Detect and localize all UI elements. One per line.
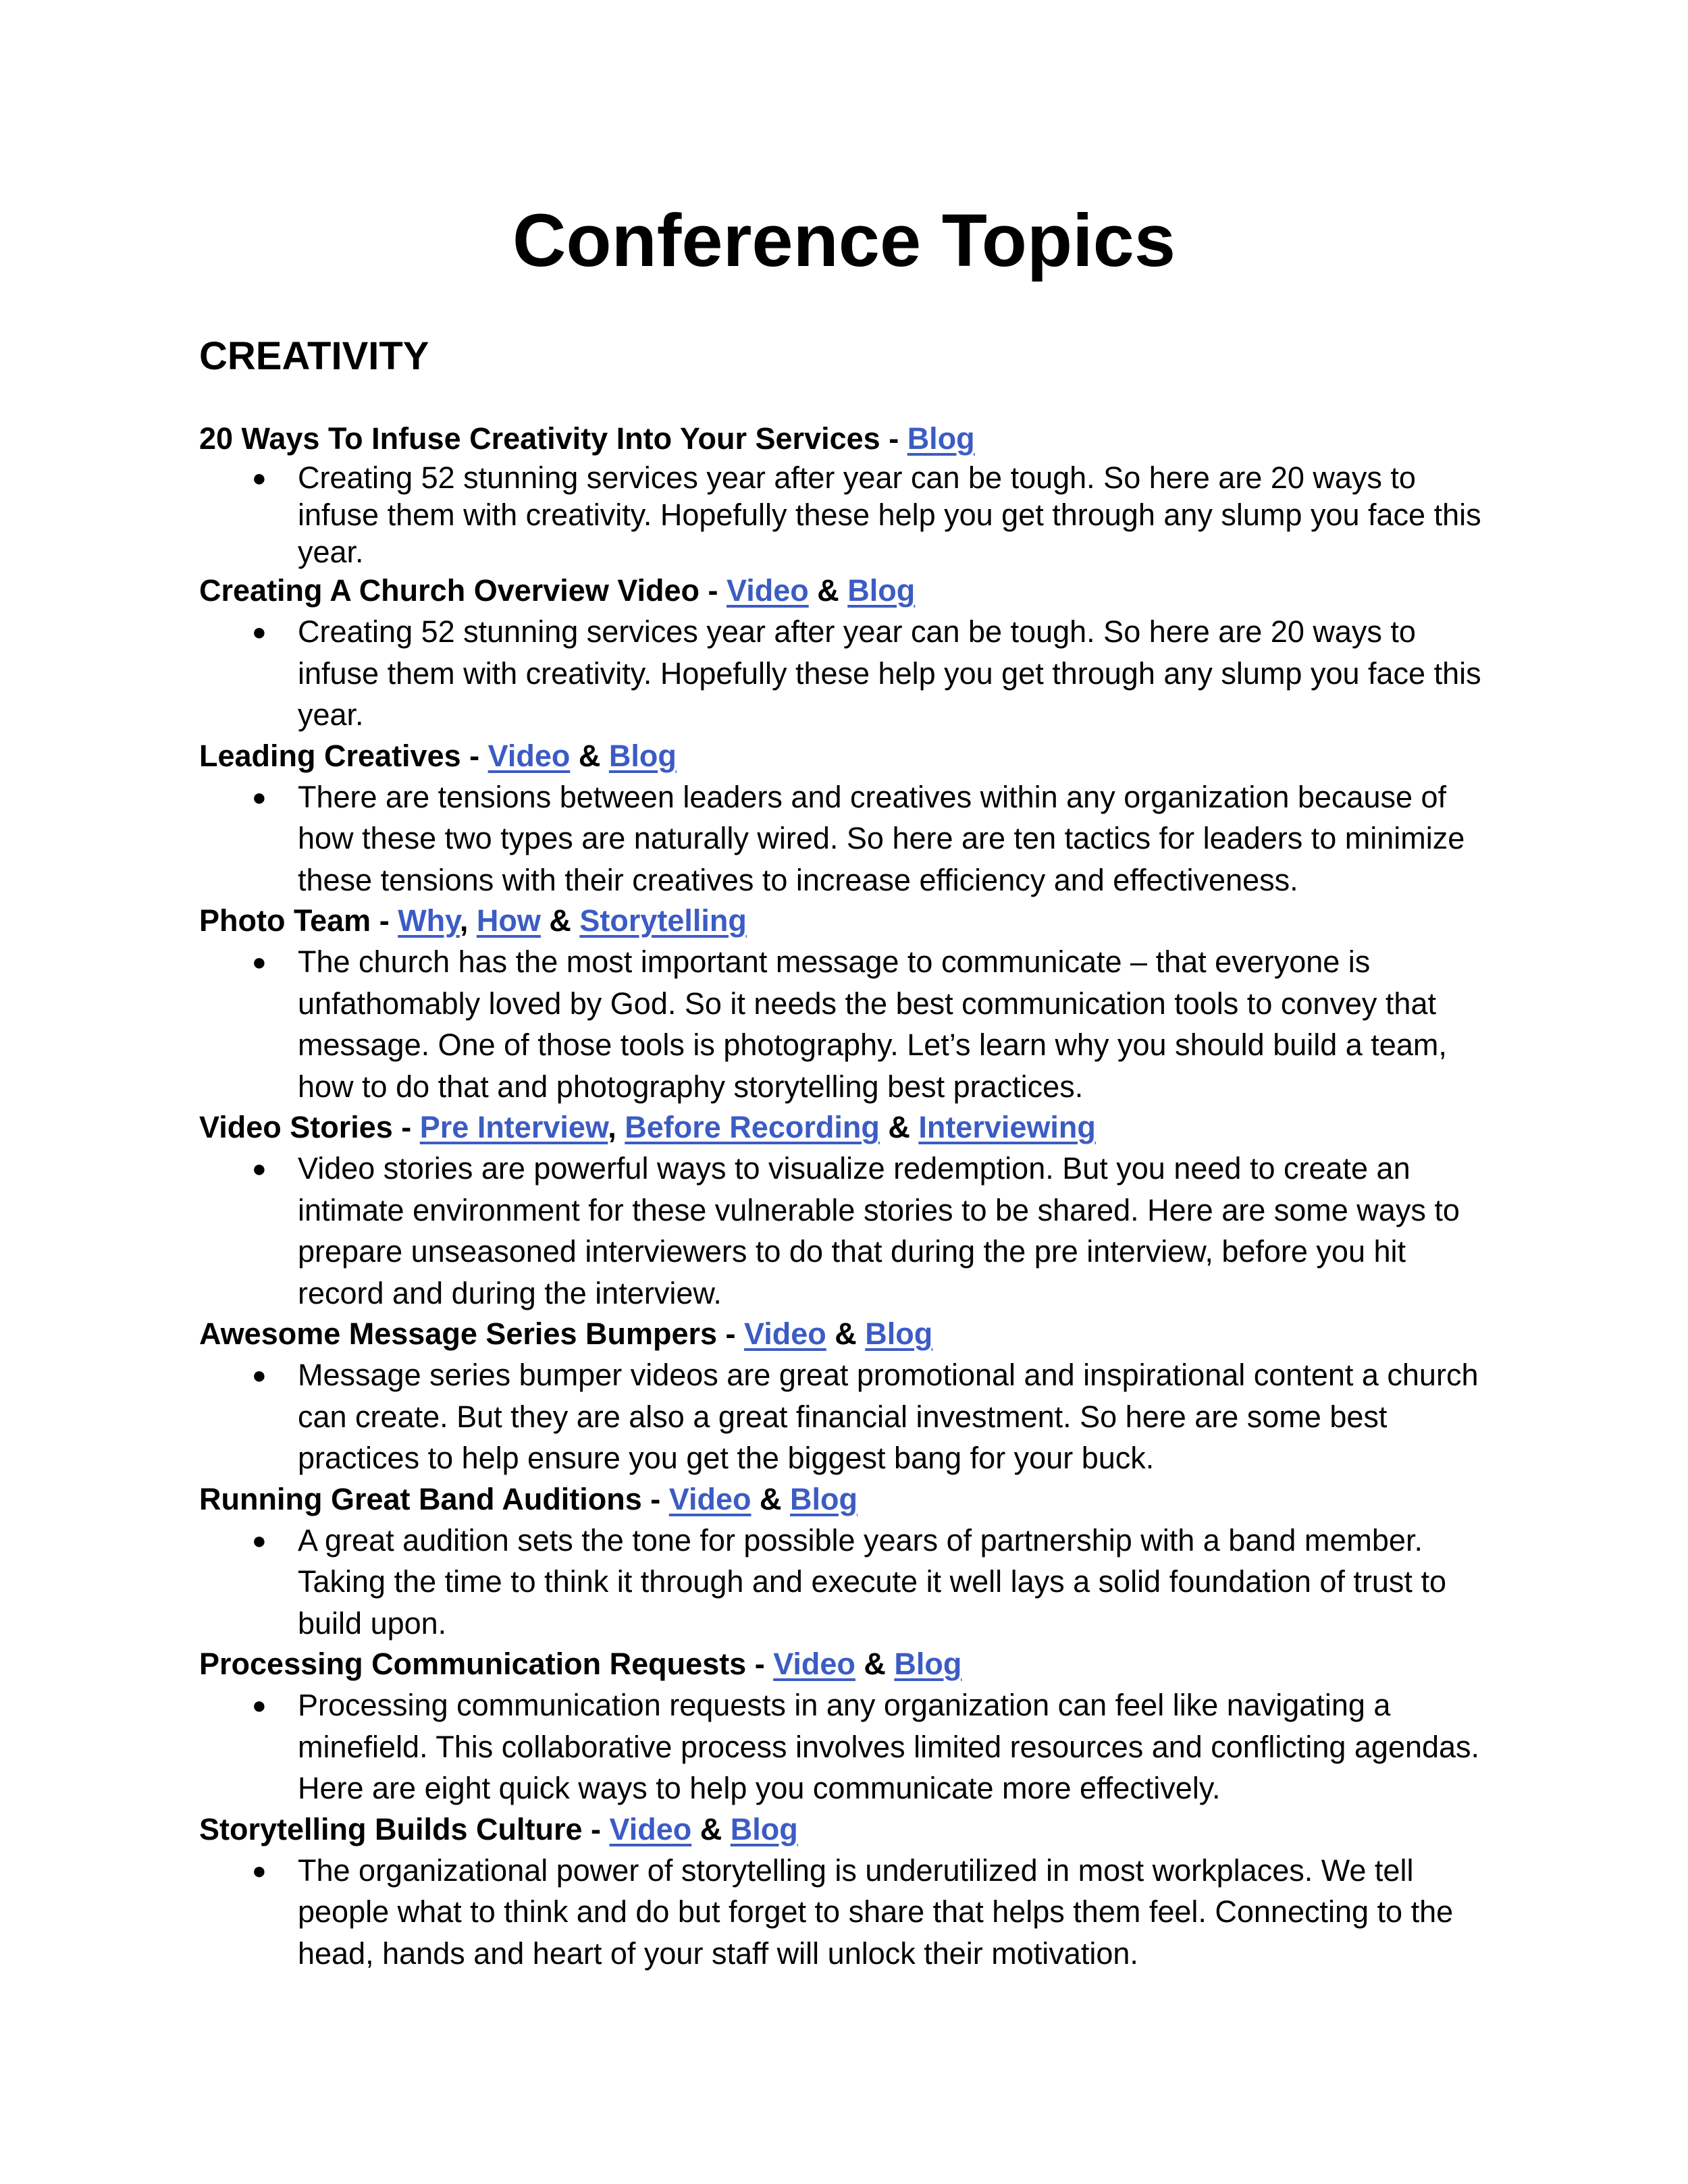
topic-description-text: Creating 52 stunning services year after year can be tough. So here are 20 ways to infuse them with creativity. Hopefully these help you get through any slump you face this year. <box>298 614 1481 732</box>
topic-link-blog[interactable]: Blog <box>907 421 975 456</box>
topic-list <box>199 419 1496 1974</box>
topic-block <box>199 1314 1496 1479</box>
topic-link-how[interactable]: How <box>476 903 541 938</box>
bullet-icon: ● <box>252 618 267 645</box>
topic-link-video[interactable]: Video <box>668 1481 751 1516</box>
topic-heading: Running Great Band Auditions - Video & Blog <box>199 1481 858 1516</box>
topic-title: Creating A Church Overview Video <box>199 573 700 608</box>
bullet-icon: ● <box>252 1691 267 1719</box>
topic-block <box>199 419 1496 570</box>
topic-title: Leading Creatives <box>199 738 461 773</box>
topic-block <box>199 1107 1496 1314</box>
section-heading: CREATIVITY <box>199 334 429 378</box>
topic-description-list <box>199 459 1496 570</box>
topic-description-list <box>199 1354 1496 1479</box>
bullet-icon: ● <box>252 464 267 491</box>
topic-title: Awesome Message Series Bumpers <box>199 1316 718 1351</box>
topic-description-list <box>199 1520 1496 1645</box>
topic-block <box>199 901 1496 1107</box>
bullet-icon: ● <box>252 1154 267 1182</box>
topic-title: Processing Communication Requests <box>199 1647 747 1681</box>
topic-link-video[interactable]: Video <box>609 1811 692 1846</box>
topic-description <box>199 1850 1496 1975</box>
topic-description <box>199 1684 1496 1809</box>
topic-title: Storytelling Builds Culture <box>199 1811 583 1846</box>
topic-title: Running Great Band Auditions <box>199 1481 642 1516</box>
topic-link-video[interactable]: Video <box>487 738 571 773</box>
topic-link-pre-interview[interactable]: Pre Interview <box>419 1110 608 1144</box>
topic-link-storytelling[interactable]: Storytelling <box>579 903 747 938</box>
topic-description-text: Message series bumper videos are great promotional and inspirational content a church can create. But they are also a great financial investment. So here are some best practices to help ensure you get the biggest bang for your buck. <box>298 1358 1479 1475</box>
topic-description <box>199 1520 1496 1645</box>
bullet-icon: ● <box>252 1361 267 1389</box>
topic-description-text: There are tensions between leaders and creatives within any organization because of how these two types are naturally wired. So here are ten tactics for leaders to minimize these tensions with their creatives to increase efficiency and effectiveness. <box>298 779 1465 897</box>
topic-link-video[interactable]: Video <box>744 1316 826 1351</box>
bullet-icon: ● <box>252 782 267 811</box>
topic-block <box>199 1644 1496 1809</box>
topic-heading: Creating A Church Overview Video - Video & Blog <box>199 573 916 608</box>
topic-description-list <box>199 611 1496 736</box>
topic-description-text: Processing communication requests in any organization can feel like navigating a minefield. This collaborative process involves limited resources and conflicting agendas. Here are eight quick ways to help you communicate more effectively. <box>298 1688 1480 1805</box>
topic-description-list <box>199 1850 1496 1975</box>
topic-link-blog[interactable]: Blog <box>847 573 916 608</box>
topic-description-list <box>199 776 1496 901</box>
topic-link-blog[interactable]: Blog <box>608 738 677 773</box>
topic-description <box>199 1354 1496 1479</box>
topic-link-blog[interactable]: Blog <box>865 1316 933 1351</box>
bullet-icon: ● <box>252 1526 267 1554</box>
topic-link-blog[interactable]: Blog <box>730 1811 798 1846</box>
topic-link-before-recording[interactable]: Before Recording <box>625 1110 880 1144</box>
topic-description-text: A great audition sets the tone for possible years of partnership with a band member. Taking the time to think it through and execute it well lays a solid foundation of trust to build upon. <box>298 1522 1446 1641</box>
topic-heading: Video Stories - Pre Interview, Before Recording & Interviewing <box>199 1110 1096 1144</box>
topic-block <box>199 736 1496 901</box>
topic-link-interviewing[interactable]: Interviewing <box>918 1110 1096 1144</box>
topic-link-video[interactable]: Video <box>727 573 809 608</box>
topic-heading: Awesome Message Series Bumpers - Video & Blog <box>199 1316 933 1351</box>
topic-description-text: The church has the most important message to communicate – that everyone is unfathomably loved by God. So it needs the best communication tools to convey that message. One of those tools is photography. Let’s learn why you should build a team, how to do that and photography storytelling best practices. <box>298 944 1447 1104</box>
topic-description-text: Creating 52 stunning services year after year can be tough. So here are 20 ways to infuse them with creativity. Hopefully these help you get through any slump you face this year. <box>298 460 1481 569</box>
topic-heading: Storytelling Builds Culture - Video & Blog <box>199 1811 798 1846</box>
topic-title: Photo Team <box>199 903 371 938</box>
topic-description <box>199 941 1496 1107</box>
topic-description-text: The organizational power of storytelling is underutilized in most workplaces. We tell people what to think and do but forget to share that helps them feel. Connecting to the head, hands and heart of your staff will unlock their motivation. <box>298 1853 1454 1971</box>
topic-description <box>199 611 1496 736</box>
topic-block <box>199 1479 1496 1645</box>
topic-title: 20 Ways To Infuse Creativity Into Your Services <box>199 421 880 456</box>
bullet-icon: ● <box>252 1856 267 1884</box>
topic-link-video[interactable]: Video <box>773 1647 855 1681</box>
topic-description <box>199 1148 1496 1314</box>
topic-description-list <box>199 941 1496 1107</box>
page-title: Conference Topics <box>512 199 1176 282</box>
topic-block <box>199 570 1496 736</box>
topic-description-text: Video stories are powerful ways to visualize redemption. But you need to create an intimate environment for these vulnerable stories to be shared. Here are some ways to prepare unseasoned interviewers to do that during the pre interview, before you hit record and during the interview. <box>298 1151 1460 1310</box>
topic-title: Video Stories <box>199 1110 393 1144</box>
topic-description <box>199 459 1496 570</box>
topic-description <box>199 776 1496 901</box>
bullet-icon: ● <box>252 948 267 976</box>
topic-link-why[interactable]: Why <box>398 903 460 938</box>
topic-link-blog[interactable]: Blog <box>894 1647 962 1681</box>
topic-block <box>199 1809 1496 1975</box>
topic-heading: Photo Team - Why, How & Storytelling <box>199 903 747 938</box>
topic-description-list <box>199 1148 1496 1314</box>
topic-heading: Leading Creatives - Video & Blog <box>199 738 677 773</box>
topic-heading: Processing Communication Requests - Video & Blog <box>199 1647 962 1681</box>
topic-description-list <box>199 1684 1496 1809</box>
topic-heading: 20 Ways To Infuse Creativity Into Your Services - Blog <box>199 421 975 456</box>
topic-link-blog[interactable]: Blog <box>790 1481 858 1516</box>
